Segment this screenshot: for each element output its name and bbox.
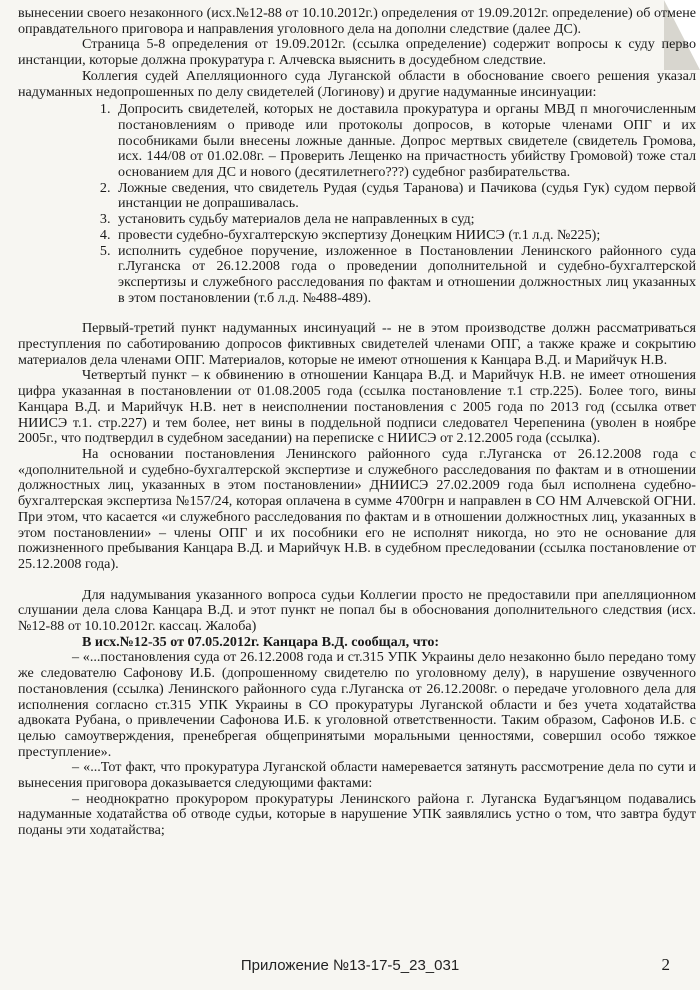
- paragraph-4: Первый-третий пункт надуманных инсинуаций -- не в этом производстве должн рассматриваться преступления по саботированию допросов фиктивных свидетелей членами ОПГ, а также краже и сокрытию материалов дела членами ОПГ. Материалов, которые не имеют отношения к Канцара В.Д. и Марийчук Н.В.: [18, 320, 696, 368]
- paragraph-7: Для надумывания указанного вопроса судьи Коллегии просто не предоставили при апелляционном слушании дела слова Канцара В.Д. и этот пункт не попал бы в обоснования дополнительного следствия (исх.№12-88 от 10.10.2012г. кассац. Жалоба): [18, 586, 696, 635]
- list-item: 3. установить судьбу материалов дела не направленных в суд;: [114, 212, 696, 228]
- paragraph-8: В исх.№12-35 от 07.05.2012г. Канцара В.Д. сообщал, что:: [82, 633, 440, 650]
- paragraph-2: Страница 5-8 определения от 19.09.2012г. (ссылка определение) содержит вопросы к суду перво инстанции, которые должна прокуратура г. Алчевска выяснить в досудебном следствие.: [18, 36, 696, 69]
- paragraph-5: Четвертый пункт – к обвинению в отношении Канцара В.Д. и Марийчук Н.В. не имеет отношения цифра указанная в постановлении от 01.08.2005 года (ссылка постановление т.1 стр.225). Более того, вины Канцара В.Д. и Марийчук Н.В. нет в неисполнении постановления с 2005 года по 2013 год (ссылка ответ НИИСЭ т.1. стр.227) и тем более, нет вины в поддельной подписи следовател Черепенина (уволен в ноябре 2005г., что подтвердил в судебном заседании) на переписке с НИИСЭ от 2.12.2005 года (ссылка).: [18, 367, 696, 447]
- numbered-list: [18, 102, 696, 306]
- paragraph-1: вынесении своего незаконного (исх.№12-88 от 10.10.2012г.) определения от 19.09.2012г. определение) об отмене оправдательного приговора и направления уголовного дела на дополни следствие (далее ДС).: [18, 5, 696, 37]
- list-item: 1. Допросить свидетелей, которых не доставила прокуратура и органы МВД п многочисленным постановлениям о приводе или протоколы допросов, в которые членами ОПГ и их пособниками были внесены ложные данные. Допрос мертвых свидетеле (свидетель Громова, исх. 144/08 от 01.02.08г. – Проверить Лещенко на причастность убийству Громовой) тоже стал основанием для ДС и нового (десятилетнего???) судебног разбирательства.: [114, 102, 696, 181]
- document-body: [18, 6, 696, 839]
- paragraph-9: – «...постановления суда от 26.12.2008 года и ст.315 УПК Украины дело незаконно было передано тому же следователю Сафонову И.Б. (допрошенному свидетелю по уголовному делу), в нарушение озвученного постановления (ссылка) Ленинского районного суда г.Луганска от 26.12.2008г. о передаче уголовного дела для исполнения согласно ст.315 УПК Украины в СО прокуратуры Луганской области и без учета ходатайства адвоката Рубана, о привлечении Сафонова И.Б. к уголовной ответственности. Таким образом, Сафонов И.Б. с целью самоутверждения, пренебрегая общепринятыми моральными ценностями, совершил особо тяжкое преступление».: [18, 649, 696, 760]
- paragraph-10: – «...Тот факт, что прокуратура Луганской области намеревается затянуть рассмотрение дела по сути и вынесения приговора доказывается следующими фактами:: [18, 759, 696, 792]
- paragraph-6: На основании постановления Ленинского районного суда г.Луганска от 26.12.2008 года с «дополнительной и судебно-бухгалтерской экспертизе и служебного расследования по фактам и в отношении должностных лиц, указанных в этом постановлении» ДНИИСЭ 27.02.2009 года был исполнена судебно-бухгалтерская экспертиза №157/24, которая оплачена в сумме 4700грн и направлен в СО НМ Алчевской ОГНИ. При этом, что касается «и служебного расследования по фактам и в отношении должностных лиц, указанных в этом постановлении» – члены ОПГ и их пособники его не исполнят никогда, но это не основание для пожизненного пребывания Канцара В.Д. и Марийчук Н.В. в судебном преследовании (ссылка постановление от 25.12.2008 года).: [18, 445, 696, 572]
- list-item: 2. Ложные сведения, что свидетель Рудая (судья Таранова) и Пачикова (судья Гук) судом первой инстанции не допрашивалась.: [114, 181, 696, 212]
- page-number: 2: [661, 955, 670, 974]
- list-item: 5. исполнить судебное поручение, изложенное в Постановлении Ленинского районного суда г.Луганска от 26.12.2008 года о проведении дополнительной и судебно-бухгалтерской экспертизы и служебного расследования по фактам и отношении должностных лиц указанных в этом постановлении (т.б л.д. №488-489).: [114, 244, 696, 307]
- paragraph-11: – неоднократно прокурором прокуратуры Ленинского района г. Луганска Будагъянцом подавались надуманные ходатайства об отводе судьи, которые в нарушение УПК заявлялись устно о том, что завтра будут поданы эти ходатайства;: [18, 790, 696, 839]
- paragraph-3: Коллегия судей Апелляционного суда Луганской области в обоснование своего решения указал надуманных недопрошенных по делу свидетелей (Логинову) и другие надуманные инсинуации:: [18, 67, 696, 100]
- list-item: 4. провести судебно-бухгалтерскую экспертизу Донецким НИИСЭ (т.1 л.д. №225);: [114, 228, 696, 244]
- appendix-label: Приложение №13-17-5_23_031: [240, 957, 460, 974]
